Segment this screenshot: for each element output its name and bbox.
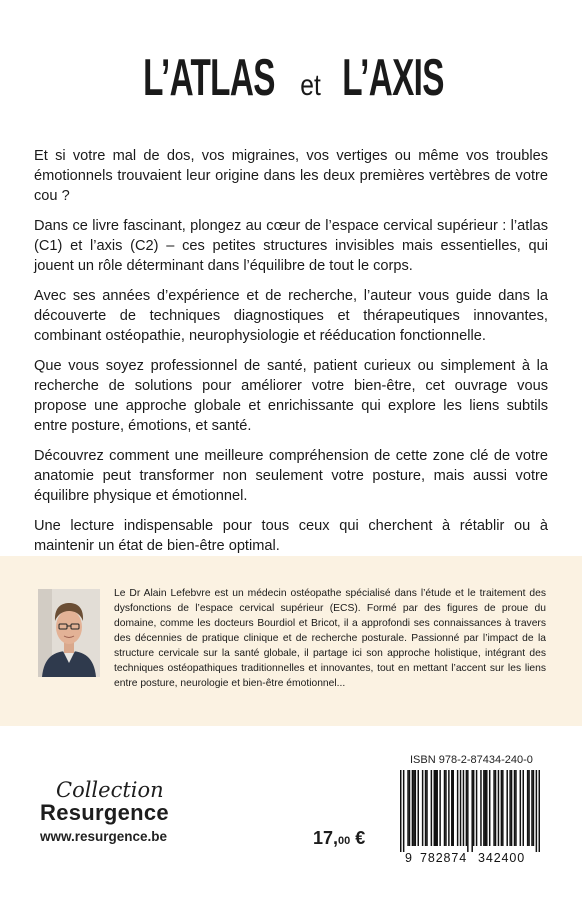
barcode-bar [536, 770, 537, 852]
author-bio: Le Dr Alain Lefebvre est un médecin ostéopathe spécialisé dans l’étude et le traitement des dysfonctions de l’espace cervical supérieur (ECS). Formé par des figures de proue du domaine, comme les docteurs Bourdiol et Bricot, il a approfondi ses connaissances à travers des décennies de pratique clinique et de recherche posturale. Passionné par l’impact de la structure cervicale sur la santé globale, il partage ici son approche holistique, intégrant des techniques ostéopathiques traditionnelles et innovantes, tout en mettant l’accent sur les liens entre posture, neurologie et bien-être émotionnel... [114, 588, 546, 689]
barcode-bar [502, 770, 503, 846]
barcode-bar [471, 770, 472, 852]
publisher-website: www.resurgence.be [40, 829, 168, 844]
blurb-paragraph: Avec ses années d’expérience et de recherche, l’auteur vous guide dans la découverte de techniques diagnostiques et thérapeutiques innovantes, combinant ostéopathie, neurophysiologie et rééducation fonctionnelle. [34, 288, 548, 344]
barcode-bar [514, 770, 515, 846]
barcode-bar [426, 770, 427, 846]
barcode-bar [483, 770, 484, 846]
title-connector: et [300, 69, 321, 102]
barcode-bar [515, 770, 516, 846]
barcode-bar [485, 770, 486, 846]
back-cover-blurb [34, 146, 548, 566]
barcode-bar [403, 770, 404, 852]
barcode-bar [409, 770, 410, 846]
barcode-bar [489, 770, 490, 846]
barcode-bar [431, 770, 432, 846]
barcode-bar [476, 770, 477, 846]
barcode-bar [444, 770, 445, 846]
barcode-bar [407, 770, 408, 846]
barcode-bar [467, 770, 468, 852]
isbn-text: ISBN 978-2-87434-240-0 [410, 754, 533, 766]
barcode-bar [451, 770, 452, 846]
barcode-bar [400, 770, 401, 852]
blurb-paragraph: Une lecture indispensable pour tous ceux qui cherchent à rétablir ou à maintenir un état de bien-être optimal. [34, 518, 548, 554]
barcode-bar [436, 770, 437, 846]
barcode-bar [480, 770, 481, 846]
price-cents: 00 [338, 835, 351, 847]
barcode-bar [531, 770, 532, 846]
isbn-barcode [400, 770, 540, 852]
barcode-bar [533, 770, 534, 846]
barcode-bar [422, 770, 423, 846]
barcode-bar [523, 770, 524, 846]
barcode-bar [463, 770, 464, 846]
barcode-bar [445, 770, 446, 846]
blurb-paragraph: Et si votre mal de dos, vos migraines, vos vertiges ou même vos troubles émotionnels trouvaient leur origine dans les deux premières vertèbres de votre cou ? [34, 148, 548, 204]
title-part2: L’AXIS [341, 49, 444, 107]
barcode-bar [413, 770, 414, 846]
price-main: 17, [313, 828, 339, 848]
barcode-bar [501, 770, 502, 846]
barcode-bar [498, 770, 499, 846]
barcode-bar [473, 770, 474, 846]
barcode-bar [434, 770, 435, 846]
barcode-bar [448, 770, 449, 846]
blurb-paragraph: Découvrez comment une meilleure compréhension de cette zone clé de votre anatomie peut transformer non seulement votre posture, mais aussi votre équilibre physique et émotionnel. [34, 448, 548, 504]
barcode-bar [493, 770, 494, 846]
barcode-bar [439, 770, 440, 846]
barcode-lead-digit: 9 [405, 851, 412, 865]
logo-collection-text: Collection [56, 778, 164, 802]
barcode-bar [527, 770, 528, 846]
barcode-bar [466, 770, 467, 846]
book-title [0, 48, 582, 108]
barcode-bar [435, 770, 436, 846]
barcode-bar [509, 770, 510, 846]
title-part1: L’ATLAS [142, 49, 275, 107]
barcode-bar [412, 770, 413, 846]
barcode-bar [520, 770, 521, 846]
barcode-bar [506, 770, 507, 846]
barcode-bar [457, 770, 458, 846]
barcode-bar [418, 770, 419, 846]
barcode-bar [528, 770, 529, 846]
barcode-bar [511, 770, 512, 846]
barcode-digit-group: 782874 [420, 851, 468, 865]
barcode-bar [495, 770, 496, 846]
logo-brand-text: Resurgence [40, 800, 169, 825]
barcode-bar [453, 770, 454, 846]
author-photo [38, 589, 100, 677]
barcode-digit-group: 342400 [478, 851, 526, 865]
barcode-bar [425, 770, 426, 846]
price [313, 828, 365, 849]
barcode-bar [415, 770, 416, 846]
price-currency: € [355, 828, 366, 848]
barcode-bar [486, 770, 487, 846]
barcode-bar [539, 770, 540, 852]
blurb-paragraph: Que vous soyez professionnel de santé, patient curieux ou simplement à la recherche de solutions pour améliorer votre bien-être, cet ouvrage vous propose une approche globale et enrichissante qui explore les liens subtils entre posture, émotions, et santé. [34, 358, 548, 434]
barcode-bar [460, 770, 461, 846]
blurb-paragraph: Dans ce livre fascinant, plongez au cœur de l’espace cervical supérieur : l’atlas (C1) et l’axis (C2) – ces petites structures invisibles mais essentielles, qui jouent un rôle déterminant dans l’équilibre de tout le corps. [34, 218, 548, 274]
